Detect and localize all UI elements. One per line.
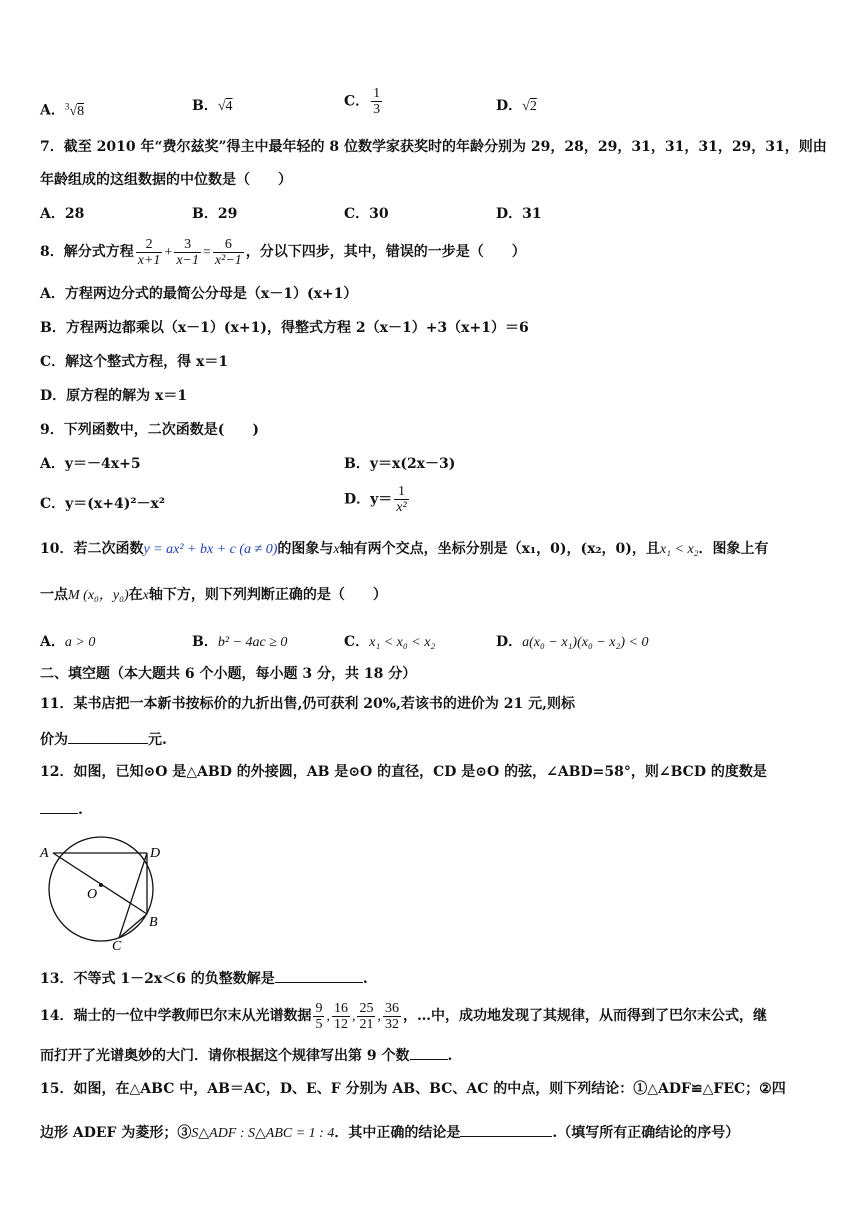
q11-answer-blank[interactable] (68, 727, 148, 744)
q10-option-a: A．a > 0 (40, 634, 96, 650)
q9-option-b: B．y＝x(2x－3) (344, 456, 456, 472)
q7-line1: 7．截至 2010 年“费尔兹奖”得主中最年轻的 8 位数学家获奖时的年龄分别为 29，28，29，31，31，31，29，31，则由 (40, 139, 827, 155)
q14-line2: 而打开了光谱奥妙的大门．请你根据这个规律写出第 9 个数 . (40, 1043, 452, 1067)
q9-option-c: C．y＝(x+4)²－x² (40, 496, 165, 512)
circle-figure (36, 836, 166, 954)
q6-option-b: B．√4 (192, 98, 233, 114)
q8-option-d: D．原方程的解为 x＝1 (40, 388, 188, 404)
section-fill-in-heading: 二、填空题（本大题共 6 个小题，每小题 3 分，共 18 分） (40, 666, 417, 682)
q15-line2: 边形 ADEF 为菱形；③S△ADF : S△ABC = 1 : 4．其中正确的结论是 .（填写所有正确结论的序号） (40, 1120, 739, 1145)
q15-answer-blank[interactable] (460, 1120, 552, 1137)
q7-option-d: D．31 (496, 206, 542, 222)
label-c: C (112, 939, 122, 954)
q9-option-a: A．y＝－4x+5 (40, 456, 141, 472)
q8-option-b: B．方程两边都乘以（x－1）(x+1)，得整式方程 2（x－1）+3（x+1）＝6 (40, 320, 529, 336)
label-a: A (40, 846, 49, 861)
q8-option-a: A．方程两边分式的最简公分母是（x－1）(x+1） (40, 286, 358, 302)
q8-stem: 8．解分式方程 $\frac{2}{x+1}$ + $\frac{3}{x-1}$ = $\frac{6}{\text{x²−1}}$ ，分以下四步，其中，错误的一步是（ ） (40, 236, 526, 268)
q8-option-c: C．解这个整式方程，得 x＝1 (40, 354, 229, 370)
q13-answer-blank[interactable] (275, 966, 363, 983)
center-point (99, 883, 103, 887)
q10-option-d: D．a(x₀ − x₁)(x₀ − x₂) < 0 (496, 634, 649, 650)
q10-option-c: C．x₁ < x₀ < x₂ (344, 634, 436, 650)
q7-option-c: C．30 (344, 206, 389, 222)
q12-answer-blank[interactable] (40, 797, 78, 814)
q9-stem: 9．下列函数中，二次函数是( ) (40, 422, 259, 438)
q6-option-a: A．$^3$√8 (40, 101, 85, 119)
q10-line1: 10．若二次函数y = ax² + bx + c (a ≠ 0)的图象与x轴有两个交点，坐标分别是（x₁，0)，(x₂，0)，且x₁ < x₂．图象上有 (40, 541, 769, 557)
q7-option-a: A．28 (40, 206, 85, 222)
label-b: B (149, 915, 158, 930)
q14-answer-blank[interactable] (410, 1043, 448, 1060)
q14-line1: 14．瑞士的一位中学教师巴尔末从光谱数据 $\frac{9}{5}$ , $\frac{16}{12}$ , $\frac{25}{21}$ , $\frac{36}{32}$ ，…中，成功地发现了其规律，从而得到了巴尔末公式，继 (40, 1000, 767, 1032)
q10-option-b: B．b² − 4ac ≥ 0 (192, 634, 288, 650)
q6-option-d: D．√2 (496, 98, 537, 114)
q12-line1: 12．如图，已知⊙O 是△ABD 的外接圆，AB 是⊙O 的直径，CD 是⊙O 的弦，∠ABD=58°，则∠BCD 的度数是 (40, 764, 767, 780)
label-d: D (150, 846, 161, 861)
q10-line2: 一点M (x₀，y₀)在x轴下方，则下列判断正确的是（ ） (40, 587, 387, 603)
q11-line2: 价为 元. (40, 727, 167, 751)
q13-line: 13．不等式 1－2x＜6 的负整数解是 . (40, 966, 368, 990)
label-o: O (87, 887, 98, 902)
q11-line1: 11．某书店把一本新书按标价的九折出售,仍可获利 20%,若该书的进价为 21 元,则标 (40, 696, 575, 712)
q12-line2: . (40, 797, 83, 821)
q7-line2: 年龄组成的这组数据的中位数是（ ） (40, 172, 292, 188)
q15-line1: 15．如图，在△ABC 中，AB＝AC，D、E、F 分别为 AB、BC、AC 的中点，则下列结论：①△ADF≌△FEC；②四 (40, 1081, 786, 1097)
q6-option-c: C． $\frac{1}{3}$ (344, 86, 381, 117)
q9-option-d: D．y＝ $\frac{1}{\text{x²}}$ (344, 484, 407, 515)
q7-option-b: B．29 (192, 206, 238, 222)
